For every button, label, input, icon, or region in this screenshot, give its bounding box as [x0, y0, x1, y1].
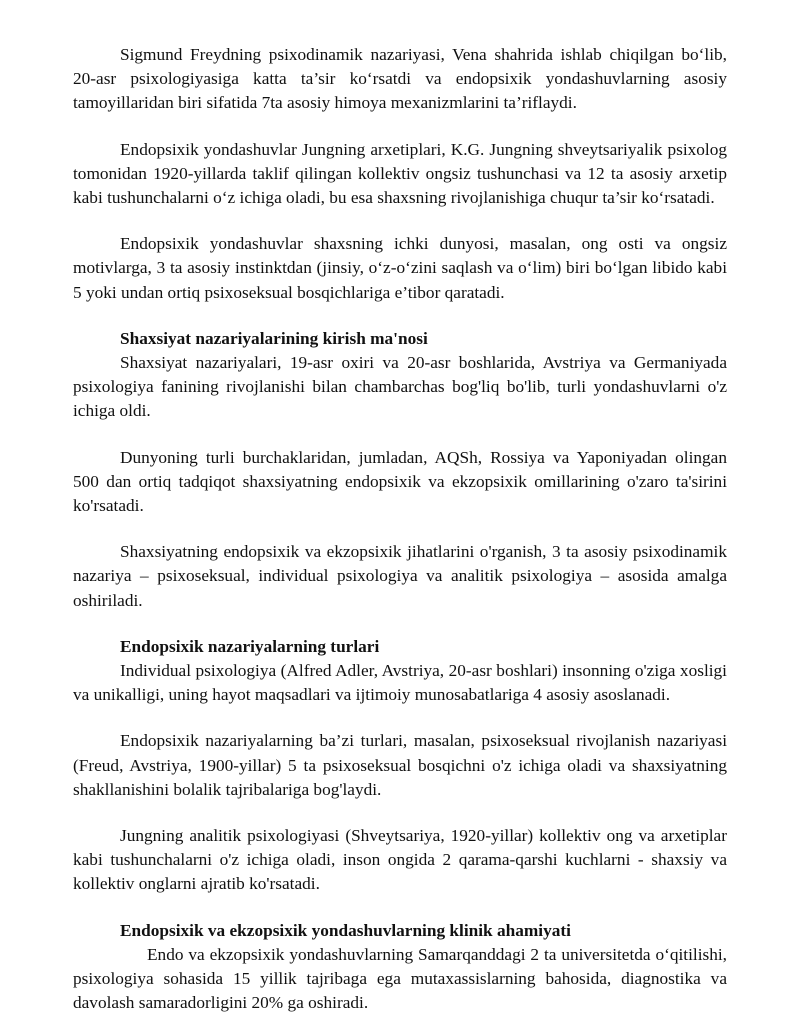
paragraph-jung-analytic: Jungning analitik psixologiyasi (Shveytsariya, 1920-yillar) kollektiv ong va arxetiplar kabi tushunchalarni o'z ichiga oladi, inson ongida 2 qarama-qarshi kuchlarni - shaxsiy va kollektiv onglarni ajratib ko'rsatadi. — [73, 826, 727, 894]
section-heading-introduction: Shaxsiyat nazariyalarining kirish ma'nosi — [120, 328, 428, 348]
paragraph-freud-theory: Sigmund Freydning psixodinamik nazariyasi, Vena shahrida ishlab chiqilgan bo‘lib, 20-asr psixologiyasiga katta ta’sir ko‘rsatdi va endopsixik yondashuvlarning asosiy tamoyillaridan biri sifatida 7ta asosiy himoya mexanizmlarini ta’riflaydi. — [73, 45, 727, 113]
paragraph-research-count: Dunyoning turli burchaklaridan, jumladan, AQSh, Rossiya va Yaponiyadan olingan 500 dan ortiq tadqiqot shaxsiyatning endopsixik va ekzopsixik omillarining o'zaro ta'sirini ko'rsatadi. — [73, 447, 727, 516]
section-heading-clinical: Endopsixik va ekzopsixik yondashuvlarning klinik ahamiyati — [120, 920, 571, 940]
paragraph-inner-world: Endopsixik yondashuvlar shaxsning ichki dunyosi, masalan, ong osti va ongsiz motivlarga, 3 ta asosiy instinktdan (jinsiy, o‘z-o‘zini saqlash va o‘lim) biri bo‘lgan libido kabi 5 yoki undan ortiq psixoseksual bosqichlariga e’tibor qaratadi. — [73, 234, 727, 302]
paragraph-personality-theories: Shaxsiyat nazariyalari, 19-asr oxiri va 20-asr boshlarida, Avstriya va Germaniyada psixologiya fanining rivojlanishi bilan chambarchas bog'liq bo'lib, turli yondashuvlarni o'z ichiga oldi. — [73, 353, 727, 421]
paragraph-freud-stages: Endopsixik nazariyalarning ba’zi turlari, masalan, psixoseksual rivojlanish nazariyasi (Freud, Avstriya, 1900-yillar) 5 ta psixoseksual bosqichni o'z ichiga oladi va shaxsiyatning shakllanishini bolalik tajribalariga bog'laydi. — [73, 731, 727, 799]
paragraph-samarkand: Endo va ekzopsixik yondashuvlarning Samarqanddagi 2 ta universitetda o‘qitilishi, psixologiya sohasida 15 yillik tajribaga ega mutaxassislarning bahosida, diagnostika va davolash samaradorligini 20% ga oshiradi. — [73, 944, 727, 1013]
paragraph-three-theories: Shaxsiyatning endopsixik va ekzopsixik jihatlarini o'rganish, 3 ta asosiy psixodinamik nazariya – psixoseksual, individual psixologiya va analitik psixologiya – asosida amalga oshiriladi. — [73, 542, 727, 610]
paragraph-adler: Individual psixologiya (Alfred Adler, Avstriya, 20-asr boshlari) insonning o'ziga xosligi va unikalligi, uning hayot maqsadlari va ijtimoiy munosabatlariga 4 asosiy asoslanadi. — [73, 661, 727, 705]
paragraph-jung-archetypes: Endopsixik yondashuvlar Jungning arxetiplari, K.G. Jungning shveytsariyalik psixolog tomonidan 1920-yillarda taklif qilingan kollektiv ongsiz tushunchasi va 12 ta asosiy arxetip kabi tushunchalarni o‘z ichiga oladi, bu esa shaxsning rivojlanishiga chuqur ta’sir ko‘rsatadi. — [73, 139, 727, 208]
section-heading-types: Endopsixik nazariyalarning turlari — [120, 636, 380, 656]
